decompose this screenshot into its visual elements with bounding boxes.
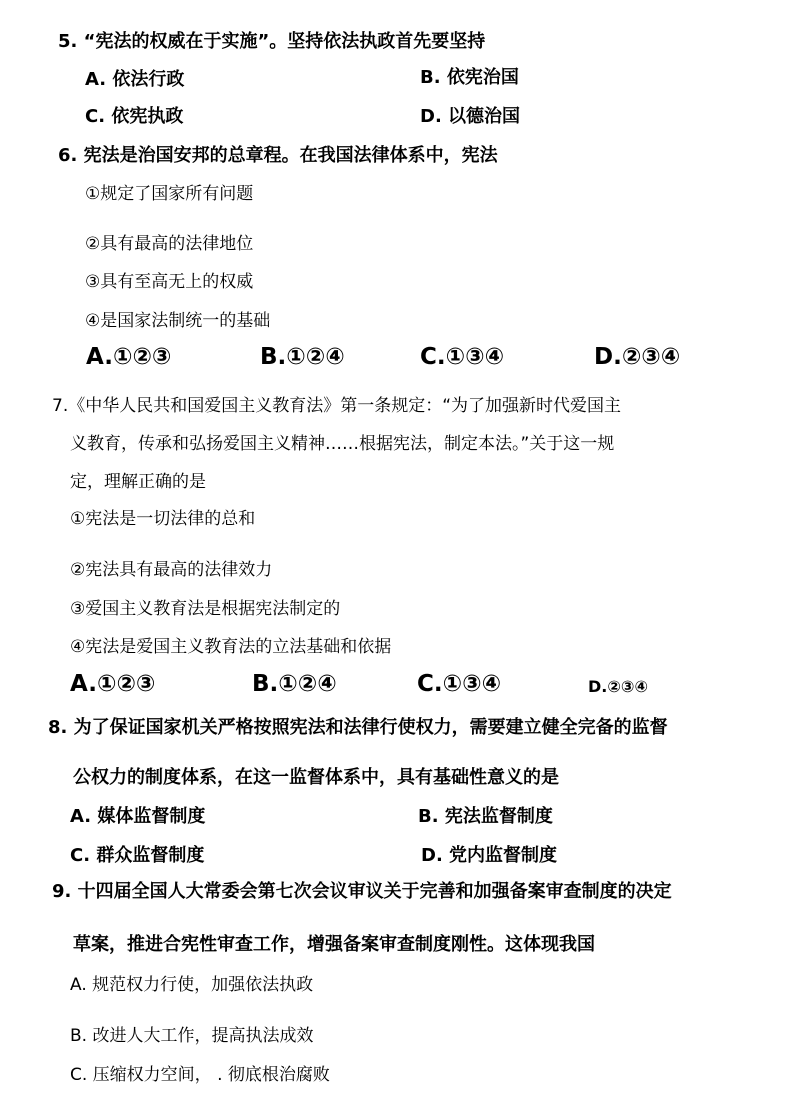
q7-choice-b: B.①②④ (252, 671, 337, 697)
q9-option-c: C. 压缩权力空间， . 彻底根治腐败 (70, 1065, 330, 1085)
q6-item-2: ②具有最高的法律地位 (85, 234, 254, 254)
q8-option-b: B. 宪法监督制度 (418, 806, 553, 827)
q7-item-1: ①宪法是一切法律的总和 (70, 509, 256, 529)
q7-choice-c: C.①③④ (417, 671, 502, 697)
q6-choice-c: C.①③④ (420, 344, 505, 370)
q9-option-a: A. 规范权力行使，加强依法执政 (70, 975, 314, 995)
q9-option-b: B. 改进人大工作，提高执法成效 (70, 1026, 314, 1046)
q6-choice-a: A.①②③ (86, 344, 172, 370)
q5-option-b: B. 依宪治国 (420, 67, 519, 88)
q7-stem-line-2: 义教育，传承和弘扬爱国主义精神……根据宪法，制定本法。”关于这一规 (70, 434, 615, 454)
q6-choice-b: B.①②④ (260, 344, 345, 370)
q7-item-4: ④宪法是爱国主义教育法的立法基础和依据 (70, 637, 392, 657)
q5-option-a: A. 依法行政 (85, 69, 185, 90)
q9-stem-line-2: 草案，推进合宪性审查工作，增强备案审查制度刚性。这体现我国 (73, 934, 595, 955)
q8-option-a: A. 媒体监督制度 (70, 806, 206, 827)
q7-choice-a: A.①②③ (70, 671, 156, 697)
q7-stem-line-1: 7.《中华人民共和国爱国主义教育法》第一条规定：“为了加强新时代爱国主 (52, 396, 622, 416)
q6-stem: 6. 宪法是治国安邦的总章程。在我国法律体系中，宪法 (58, 145, 498, 166)
q7-stem-line-3: 定，理解正确的是 (70, 472, 206, 492)
q9-stem-line-1: 9. 十四届全国人大常委会第七次会议审议关于完善和加强备案审查制度的决定 (52, 881, 672, 902)
q7-choice-d: D.②③④ (588, 677, 648, 696)
q6-choice-d: D.②③④ (594, 344, 681, 370)
q5-stem: 5. “宪法的权威在于实施”。坚持依法执政首先要坚持 (58, 31, 486, 52)
q7-item-2: ②宪法具有最高的法律效力 (70, 560, 273, 580)
q8-option-d: D. 党内监督制度 (421, 845, 558, 866)
q6-item-3: ③具有至高无上的权威 (85, 272, 254, 292)
q6-item-4: ④是国家法制统一的基础 (85, 311, 271, 331)
q5-option-c: C. 依宪执政 (85, 106, 184, 127)
q5-option-d: D. 以德治国 (420, 106, 521, 127)
q6-item-1: ①规定了国家所有问题 (85, 184, 254, 204)
q7-item-3: ③爱国主义教育法是根据宪法制定的 (70, 599, 341, 619)
q8-option-c: C. 群众监督制度 (70, 845, 205, 866)
q8-stem-line-1: 8. 为了保证国家机关严格按照宪法和法律行使权力，需要建立健全完备的监督 (48, 717, 668, 738)
q8-stem-line-2: 公权力的制度体系，在这一监督体系中，具有基础性意义的是 (73, 767, 559, 788)
